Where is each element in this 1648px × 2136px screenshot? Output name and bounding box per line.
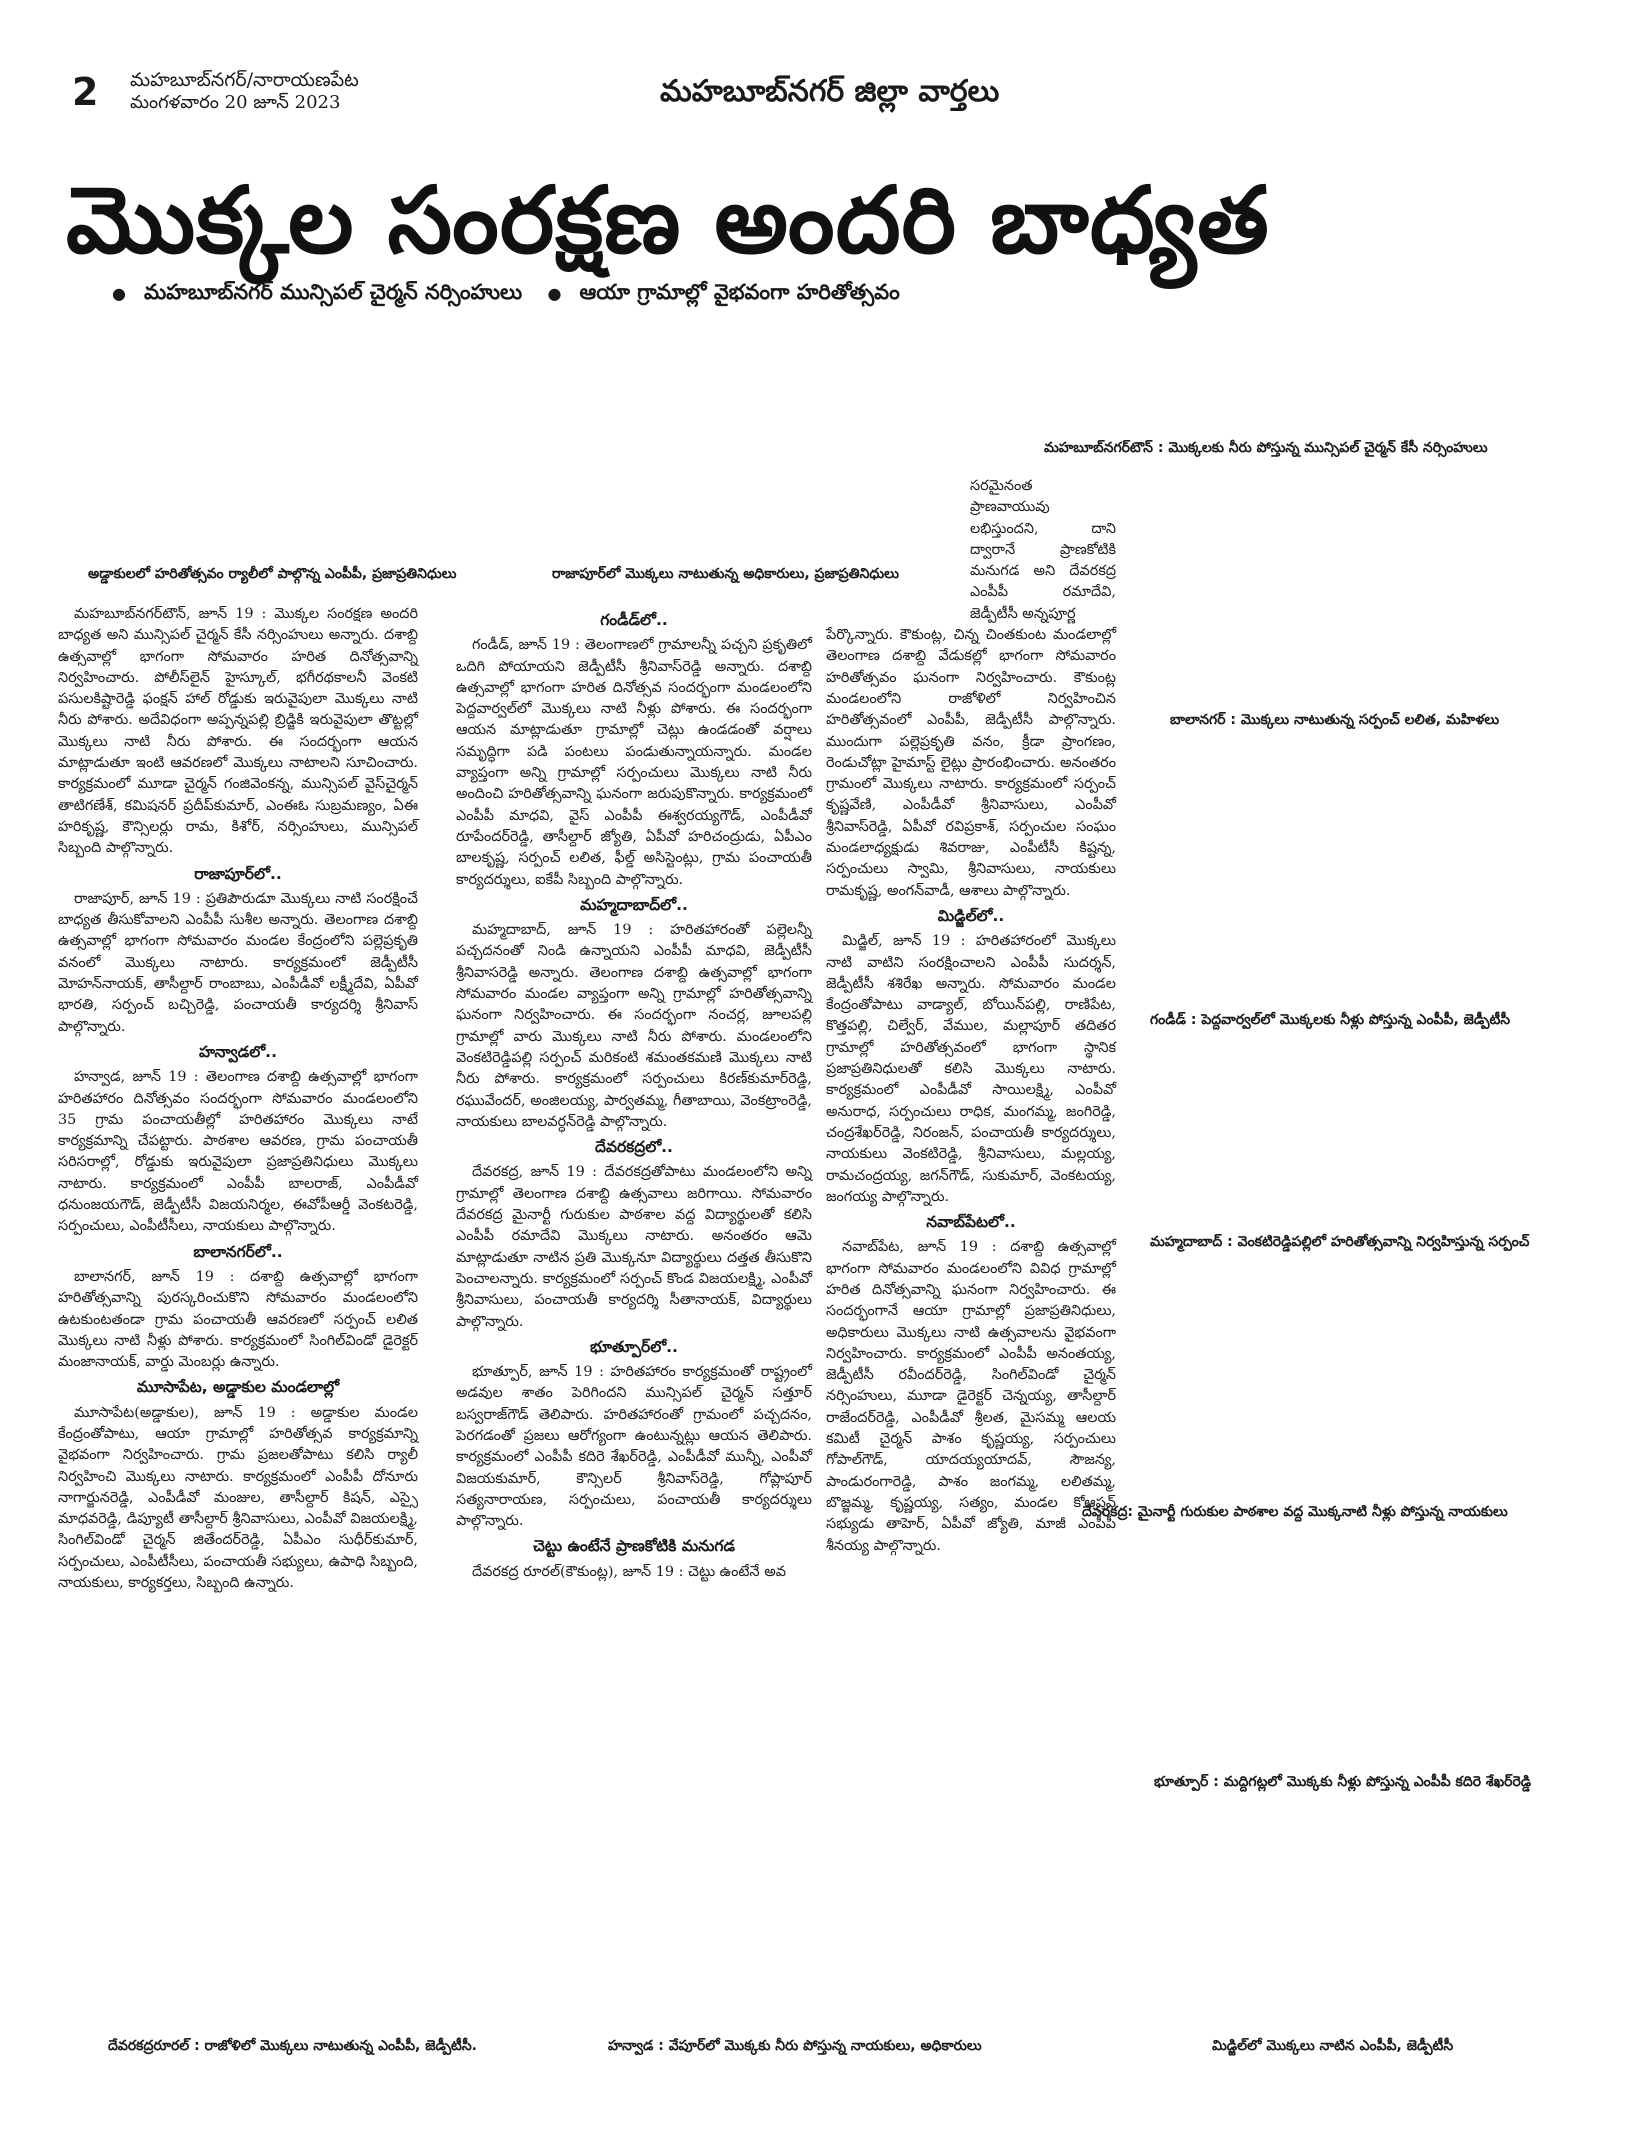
section-title: మహబూబ్‌నగర్ జిల్లా వార్తలు	[660, 74, 1000, 109]
article-column-1	[58, 604, 418, 1596]
subheads	[112, 280, 918, 310]
caption-left-photo: అడ్డాకులలో హరితోత్సవం ర్యాలీలో పాల్గొన్న ఎంపీపీ, ప్రజాప్రతినిధులు	[88, 566, 457, 582]
article-column-3	[826, 476, 1116, 1559]
subhead-2: ఆయా గ్రామాల్లో వైభవంగా హరితోత్సవం	[579, 280, 900, 304]
caption-bottom-1: దేవరకద్రరూరల్ : రాజోళిలో మొక్కలు నాటుతున్న ఎంపీపీ, జెడ్పీటీసీ.	[108, 2038, 477, 2054]
article-column-2	[456, 606, 812, 1585]
bullet-icon: ●	[547, 283, 562, 303]
article-paragraph: దేవరకద్ర, జూన్ 19 : దేవరకద్రతోపాటు మండలంలోని అన్ని గ్రామాల్లో తెలంగాణ దశాబ్ది ఉత్సవాలు జరిగాయి. సోమవారం దేవరకద్ర మైనార్టీ గురుకుల పాఠశాల వద్ద విద్యార్థులతో కలిసి ఎంపీపీ రమాదేవి మొక్కలు నాటారు. అనంతరం ఆమె మాట్లాడుతూ నాటిన ప్రతి మొక్కనూ విద్యార్థులు దత్తత తీసుకొని పెంచాలన్నారు. కార్యక్రమంలో సర్పంచ్ కొండ విజయలక్ష్మి, ఎంపీవో శ్రీనివాసులు, పంచాయతీ కార్యదర్శి సీతానాయక్, విద్యార్థులు పాల్గొన్నారు.	[456, 1164, 812, 1330]
section-subhead: రాజాపూర్‌లో..	[194, 864, 282, 883]
section-subhead: మిడ్జిల్‌లో..	[937, 906, 1005, 925]
article-paragraph: మహ్మదాబాద్, జూన్ 19 : హరితహారంతో పల్లెలన్నీ పచ్చదనంతో నిండి ఉన్నాయని ఎంపీపీ మాధవి, జెడ్పీటీసీ శ్రీనివాసరెడ్డి అన్నారు. తెలంగాణ దశాబ్ది ఉత్సవాల్లో భాగంగా సోమవారం మండల వ్యాప్తంగా అన్ని గ్రామాల్లో హరితోత్సవాన్ని ఘనంగా నిర్వహించారు. ఈ సందర్భంగా నంచర్ల, జూలపల్లి గ్రామాల్లో వారు మొక్కలు నాటి నీరు పోశారు. మండలంలోని వెంకటిరెడ్డిపల్లి సర్పంచ్ మరికంటి శమంతకమణి మొక్కలు నాటి నీరు పోశారు. కార్యక్రమంలో సర్పంచులు కిరణ్‌కుమార్‌రెడ్డి, రఘువేందర్, అంజిలయ్య, పార్వతమ్మ, గీతాబాయి, వెంకట్రాంరెడ్డి, నాయకులు బాలవర్ధన్‌రెడ్డి పాల్గొన్నారు.	[456, 922, 812, 1130]
caption-right-2: గండీడ్ : పెద్దవార్వల్‌లో మొక్కలకు నీళ్లు పోస్తున్న ఎంపీపీ, జెడ్పీటీసీ	[1150, 1012, 1511, 1028]
article-paragraph: పేర్కొన్నారు. కౌకుంట్ల, చిన్న చింతకుంట మండలాల్లో తెలంగాణ దశాబ్ది వేడుకల్లో భాగంగా సోమవారం హరితోత్సవం ఘనంగా నిర్వహించారు. కౌకుంట్ల మండలంలోని రాజోళిలో నిర్వహించిన హరితోత్సవంలో ఎంపీపీ, జెడ్పీటీసీ పాల్గొన్నారు. ముందుగా పల్లెప్రకృతి వనం, క్రీడా ప్రాంగణం, రెండుచోట్లా హైమాస్ట్ లైట్లు ప్రారంభించారు. అనంతరం గ్రామంలో మొక్కలు నాటారు. కార్యక్రమంలో సర్పంచ్ కృష్ణవేణి, ఎంపీడీవో శ్రీనివాసులు, ఎంపీవో శ్రీనివాస్‌రెడ్డి, ఏపీవో రవిప్రకాశ్, సర్పంచుల సంఘం మండలాధ్యక్షుడు శివరాజు, ఎంపీటీసీ కిష్టన్న, సర్పంచులు స్వామి, శ్రీనివాసులు, నాయకులు రామకృష్ణ, అంగన్‌వాడీ, ఆశాలు పాల్గొన్నారు.	[826, 627, 1116, 899]
page-number: 2	[72, 70, 99, 114]
bullet-icon: ●	[112, 283, 126, 303]
caption-bottom-2: హన్వాడ : వేపూర్‌లో మొక్కకు నీరు పోస్తున్న నాయకులు, అధికారులు	[608, 2038, 982, 2054]
article-paragraph: దేవరకద్ర రూరల్(కౌకుంట్ల), జూన్ 19 : చెట్టు ఉంటేనే అవ	[472, 1563, 786, 1580]
article-paragraph: హన్వాడ, జూన్ 19 : తెలంగాణ దశాబ్ది ఉత్సవాల్లో భాగంగా హరితహారం దినోత్సవం సందర్భంగా సోమవారం మండలంలోని 35 గ్రామ పంచాయతీల్లో హరితహారం మొక్కలు నాటే కార్యక్రమాన్ని చేపట్టారు. పాఠశాల ఆవరణ, గ్రామ పంచాయతీ సరిసరాల్లో, రోడ్డుకు ఇరువైపులా ప్రజాప్రతినిధులు మొక్కలు నాటారు. కార్యక్రమంలో ఎంపీపీ బాలరాజ్, ఎంపీడీవో ధనుంజయగౌడ్, జెడ్పీటీసీ విజయనిర్మల, ఈవోపీఆర్డీ వెంకటరెడ్డి, సర్పంచులు, ఎంపీటీసీలు, నాయకులు పాల్గొన్నారు.	[58, 1069, 418, 1235]
article-paragraph: రాజాపూర్, జూన్ 19 : ప్రతిపౌరుడూ మొక్కలు నాటి సంరక్షించే బాధ్యత తీసుకోవాలని ఎంపీపీ సుశీల అన్నారు. తెలంగాణ దశాబ్ది ఉత్సవాల్లో భాగంగా సోమవారం మండల కేంద్రంలోని పల్లెప్రకృతి వనంలో మొక్కలు నాటారు. కార్యక్రమంలో జెడ్పీటీసీ మోహన్‌నాయక్, తాసీల్దార్ రాంబాబు, ఎంపీడీవో లక్ష్మీదేవి, ఏపీవో భారతి, సర్పంచ్ బచ్చిరెడ్డి, పంచాయతీ కార్యదర్శి శ్రీనివాస్ పాల్గొన్నారు.	[58, 890, 418, 1035]
article-paragraph: నవాబ్‌పేట, జూన్ 19 : దశాబ్ది ఉత్సవాల్లో భాగంగా సోమవారం మండలంలోని వివిధ గ్రామాల్లో హరిత దినోత్సవాన్ని ఘనంగా నిర్వహించారు. ఈ సందర్భంగానే ఆయా గ్రామాల్లో ప్రజాప్రతినిధులు, అధికారులు మొక్కలు నాటి ఉత్సవాలను వైభవంగా నిర్వహించారు. కార్యక్రమంలో ఎంపీపీ అనంతయ్య, జెడ్పీటీసీ రవీందర్‌రెడ్డి, సింగిల్‌విండో చైర్మన్ నర్సింహులు, మూడా డైరెక్టర్ చెన్నయ్య, తాసీల్దార్ రాజేందర్‌రెడ్డి, ఎంపీడీవో శ్రీలత, మైసమ్మ ఆలయ కమిటీ చైర్మన్ పాశం కృష్ణయ్య, సర్పంచులు గోపాల్‌గౌడ్, యాదయ్యయాదవ్, సౌజన్య, పాండురంగారెడ్డి, పాశం జంగమ్మ, లలితమ్మ, బొజ్జమ్మ, కృష్ణయ్య, సత్యం, మండల కోఆప్షన్ సభ్యుడు తాహెర్, ఏపీవో జ్యోతి, మాజీ ఎంపీపీ శీనయ్య పాల్గొన్నారు.	[826, 1239, 1116, 1554]
caption-right-3: మహ్మదాబాద్ : వెంకటిరెడ్డిపల్లిలో హరితోత్సవాన్ని నిర్వహిస్తున్న సర్పంచ్	[1150, 1234, 1530, 1250]
article-paragraph: మహబూబ్‌నగర్‌టౌన్, జూన్ 19 : మొక్కల సంరక్షణ అందరి బాధ్యత అని మున్సిపల్ చైర్మన్ కేసీ నర్సింహులు అన్నారు. దశాబ్ది ఉత్సవాల్లో భాగంగా సోమవారం హరిత దినోత్సవాన్ని నిర్వహించారు. పోలీస్‌లైన్ హైస్కూల్, భగీరథకాలనీ వెంకటి పసులకిష్టారెడ్డి ఫంక్షన్ హాల్ రోడ్డుకు ఇరువైపులా మొక్కలు నాటి నీరు పోశారు. అదేవిధంగా అప్పన్నపల్లి బ్రిడ్జికి ఇరువైపులా తొట్టల్లో మొక్కలు నాటి నీరు పోశారు. ఈ సందర్భంగా ఆయన మాట్లాడుతూ ఇంటి ఆవరణలో మొక్కలు నాటాలని సూచించారు. కార్యక్రమంలో మూడా చైర్మన్ గంజివెంకన్న, మున్సిపల్ వైస్‌చైర్మన్ తాటిగణేశ్, కమిషనర్ ప్రదీప్‌కుమార్, ఎంఈఓ సుబ్రమణ్యం, ఏఈ హరికృష్ణ, కౌన్సిలర్లు రామ, కిశోర్, నర్సింహులు, మున్సిపల్ సిబ్బంది పాల్గొన్నారు.	[58, 606, 418, 857]
article-paragraph: మిడ్జిల్, జూన్ 19 : హరితహారంలో మొక్కలు నాటి వాటిని సంరక్షించాలని ఎంపీపీ సుదర్శన్, జెడ్పీటీసీ శశిరేఖ అన్నారు. సోమవారం మండల కేంద్రంతోపాటు వాడ్యాల్, బోయిన్‌పల్లి, రాణిపేట, కొత్తపల్లి, చిల్వేర్, వేముల, మల్లాపూర్ తదితర గ్రామాల్లో హరితోత్సవంలో భాగంగా స్థానిక ప్రజాప్రతినిధులతో కలిసి మొక్కలు నాటారు. కార్యక్రమంలో ఎంపీడీవో సాయిలక్ష్మి, ఎంపీవో అనురాధ, సర్పంచులు రాధిక, మంగమ్మ, జంగిరెడ్డి, చంద్రశేఖర్‌రెడ్డి, నిరంజన్, పంచాయతీ కార్యదర్శులు, నాయకులు వెంకటిరెడ్డి, శ్రీనివాసులు, మల్లయ్య, రామచంద్రయ్య, జగన్‌గౌడ్, సుకుమార్, వెంకటయ్య, జంగయ్య పాల్గొన్నారు.	[826, 933, 1116, 1205]
section-subhead: బాలానగర్‌లో..	[193, 1242, 283, 1261]
section-subhead: భూత్పూర్‌లో..	[590, 1337, 678, 1356]
section-subhead: హన్వాడలో..	[199, 1042, 277, 1061]
caption-right-5: భూత్పూర్ : మద్దిగట్లలో మొక్కకు నీళ్లు పోస్తున్న ఎంపీపీ కదిరె శేఖర్‌రెడ్డి	[1154, 1774, 1532, 1790]
section-subhead: గండీడ్‌లో..	[600, 611, 668, 629]
caption-right-4: దేవరకద్ర: మైనార్టీ గురుకుల పాఠశాల వద్ద మొక్కనాటి నీళ్లు పోస్తున్న నాయకులు	[1082, 1504, 1508, 1520]
section-subhead: దేవరకద్రలో..	[595, 1138, 673, 1157]
edition-name: మహబూబ్‌నగర్/నారాయణపేట	[130, 69, 359, 91]
article-paragraph: బాలానగర్, జూన్ 19 : దశాబ్ది ఉత్సవాల్లో భాగంగా హరితోత్సవాన్ని పురస్కరించుకొని సోమవారం మండలంలోని ఉటకుంటతండా గ్రామ పంచాయతీ ఆవరణలో సర్పంచ్ లలిత మొక్కలు నాటి నీళ్లు పోశారు. కార్యక్రమంలో సింగిల్‌విండో డైరెక్టర్ మంజానాయక్, వార్డు మెంబర్లు ఉన్నారు.	[58, 1268, 418, 1371]
article-paragraph: మూసాపేట(అడ్డాకుల), జూన్ 19 : అడ్డాకుల మండల కేంద్రంతోపాటు, ఆయా గ్రామాల్లో హరితోత్సవ కార్యక్రమాన్ని వైభవంగా నిర్వహించారు. గ్రామ ప్రజలతోపాటు కలిసి ర్యాలీ నిర్వహించి మొక్కలు నాటారు. కార్యక్రమంలో ఎంపీపీ దోనూరు నాగార్జునరెడ్డి, ఎంపీడీవో మంజుల, తాసీల్దార్ కిషన్, ఎస్సై మాధవరెడ్డి, డిప్యూటీ తాసీల్దార్ శ్రీనివాసులు, ఎంపీవో విజయలక్ష్మి, సింగిల్‌విండో చైర్మన్ జితేందర్‌రెడ్డి, ఏపీఎం సుధీర్‌కుమార్, సర్పంచులు, ఎంపీటీసీలు, పంచాయతీ సభ్యులు, ఉపాధి సిబ్బంది, నాయకులు, కార్యకర్తలు, సిబ్బంది ఉన్నారు.	[58, 1404, 418, 1592]
section-subhead: నవాబ్‌పేటలో..	[926, 1213, 1016, 1232]
article-paragraph: భూత్పూర్, జూన్ 19 : హరితహారం కార్యక్రమంతో రాష్ట్రంలో అడవుల శాతం పెరిగిందని మున్సిపల్ చైర్మన్ సత్తూర్ బస్వరాజ్‌గౌడ్ తెలిపారు. హరితహారంతో గ్రామంలో పచ్చదనం, పెరగడంతో ప్రజలు ఆరోగ్యంగా ఉంటున్నట్లు ఆయన తెలిపారు. కార్యక్రమంలో ఎంపీపీ కదిరె శేఖర్‌రెడ్డి, ఎంపీడీవో మున్నీ, ఎంపీవో విజయకుమార్, కౌన్సిలర్ శ్రీనివాస్‌రెడ్డి, గోప్లాపూర్ సత్యనారాయణ, సర్పంచులు, పంచాయతీ కార్యదర్శులు పాల్గొన్నారు.	[456, 1364, 812, 1530]
section-subhead: చెట్టు ఉంటేనే ప్రాణకోటికి మనుగడ	[533, 1537, 735, 1556]
page-headline: మొక్కల సంరక్షణ అందరి బాధ్యత	[66, 167, 1270, 274]
caption-right-1: బాలానగర్ : మొక్కలు నాటుతున్న సర్పంచ్ లలిత, మహిళలు	[1170, 712, 1500, 728]
section-subhead: మహ్మదాబాద్‌లో..	[580, 895, 688, 914]
subhead-1: మహబూబ్‌నగర్ మున్సిపల్ చైర్మన్ నర్సింహులు	[143, 280, 523, 304]
edition-date: మంగళవారం 20 జూన్ 2023	[130, 92, 341, 113]
caption-middle-photo: రాజాపూర్‌లో మొక్కలు నాటుతున్న అధికారులు, ప్రజాప్రతినిధులు	[552, 566, 899, 582]
caption-top-right: మహబూబ్‌నగర్‌టౌన్ : మొక్కలకు నీరు పోస్తున్న మున్సిపల్ చైర్మన్ కేసీ నర్సింహులు	[1044, 440, 1488, 456]
section-subhead: మూసాపేట, అడ్డాకుల మండలాల్లో	[136, 1378, 340, 1397]
article-paragraph: గండీడ్, జూన్ 19 : తెలంగాణలో గ్రామాలన్నీ పచ్చని ప్రకృతిలో ఒదిగి పోయాయని జెడ్పీటీసీ శ్రీనివాస్‌రెడ్డి అన్నారు. దశాబ్ది ఉత్సవాల్లో భాగంగా హరిత దినోత్సవ సందర్భంగా మండలంలోని పెద్దవార్వల్‌లో మొక్కలు నాటి నీళ్లు పోశారు. ఈ సందర్భంగా ఆయన మాట్లాడుతూ గ్రామాల్లో చెట్లు ఉండడంతో వర్షాలు సమృద్ధిగా పడి పంటలు పండుతున్నాయన్నారు. మండల వ్యాప్తంగా అన్ని గ్రామాల్లో సర్పంచులు మొక్కలు నాటి నీరు అందించి హరితోత్సవాన్ని ఘనంగా జరుపుకొన్నారు. కార్యక్రమంలో ఎంపీపీ మాధవి, వైస్ ఎంపీపీ ఈశ్వరయ్యగౌడ్, ఎంపీడీవో రూపేందర్‌రెడ్డి, తాసీల్దార్ జ్యోతి, ఏపీవో హరిచంద్రుడు, ఏపీఎం బాలకృష్ణ, సర్పంచ్ లలిత, ఫీల్డ్ అసిస్టెంట్లు, గ్రామ పంచాయతీ కార్యదర్శులు, ఐకేపీ సిబ్బంది పాల్గొన్నారు.	[456, 637, 812, 888]
caption-bottom-3: మిడ్జిల్‌లో మొక్కలు నాటిన ఎంపీపీ, జెడ్పీటీసీ	[1212, 2038, 1454, 2054]
article-paragraph-narrow: సరమైనంత ప్రాణవాయువు లభిస్తుందని, దాని ద్వారానే ప్రాణకోటికి మనుగడ అని దేవరకద్ర ఎంపీపీ రమాదేవి, జెడ్పీటీసీ అన్నపూర్ణ	[970, 478, 1116, 622]
